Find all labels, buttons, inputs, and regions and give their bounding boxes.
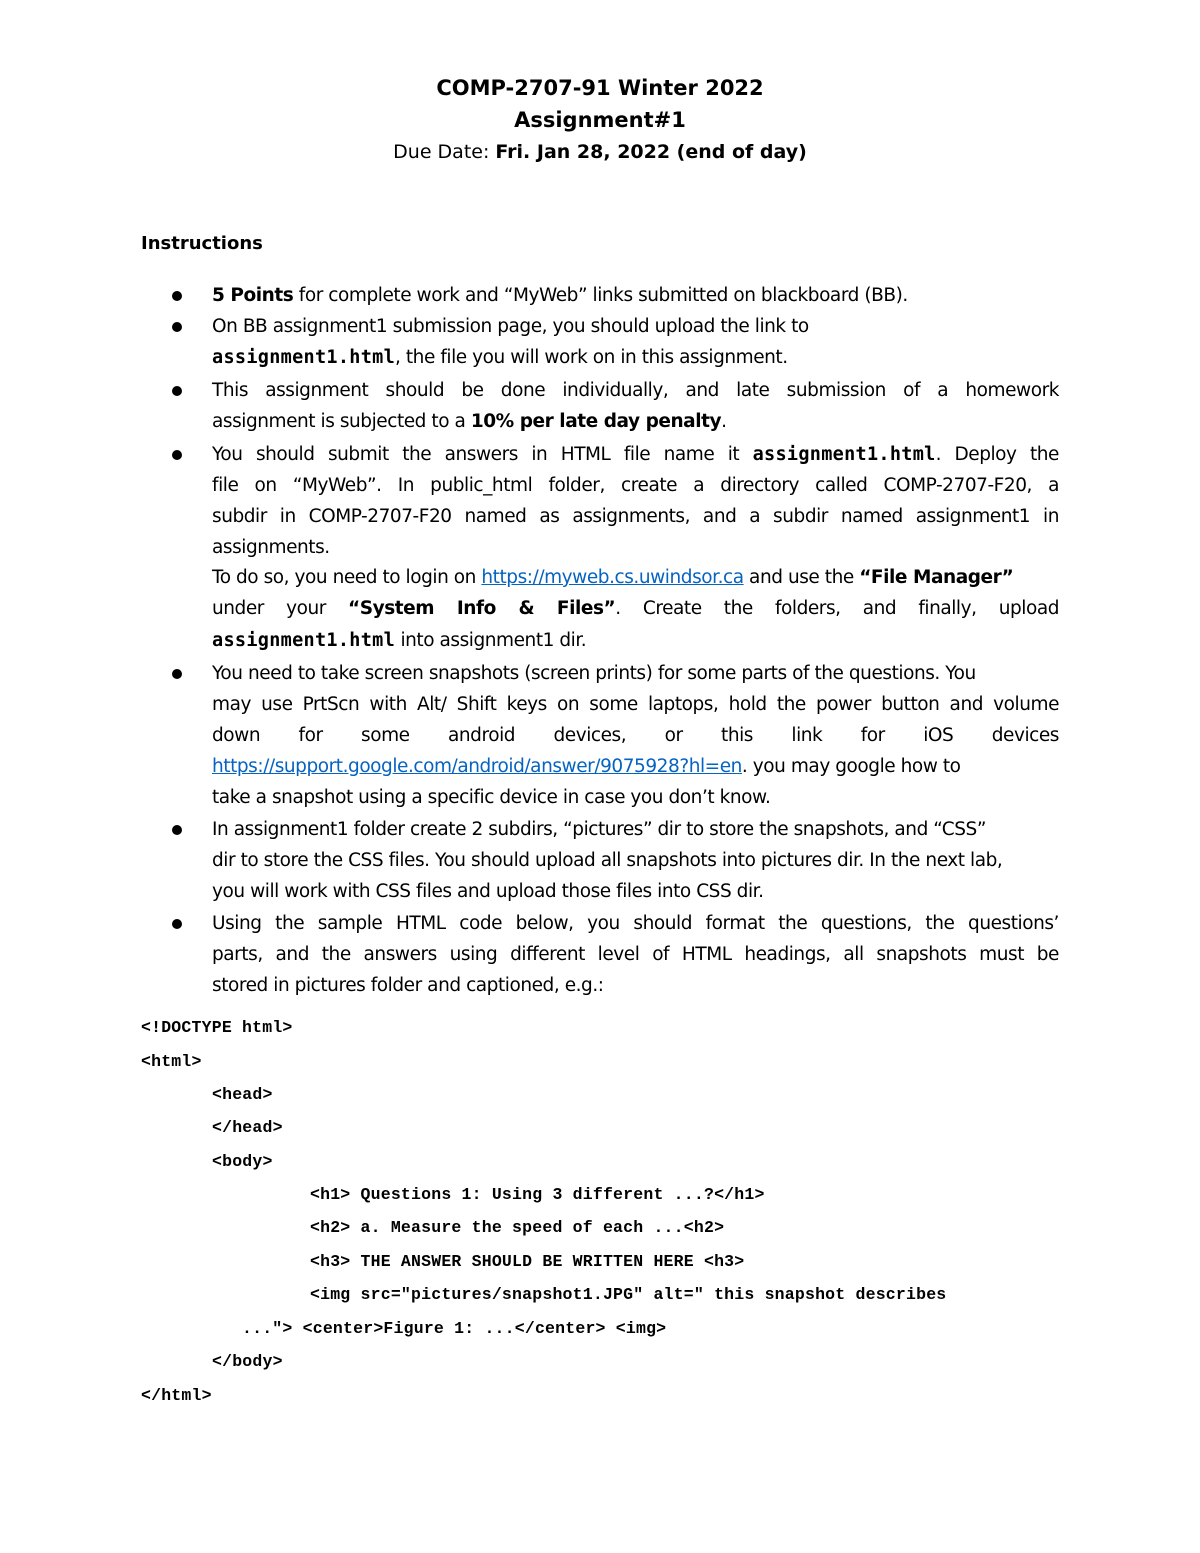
filename-code: assignment1.html: [212, 630, 396, 651]
bullet-7-line-3: stored in pictures folder and captioned, e.g.:: [212, 975, 604, 996]
course-title: COMP-2707-91 Winter 2022: [436, 76, 764, 100]
bullet-marker: [172, 825, 182, 835]
bullet-1-text: for complete work and “MyWeb” links submitted on blackboard (BB).: [293, 285, 908, 306]
bullet-4-text: into assignment1 dir.: [395, 630, 587, 651]
bullet-4-line-3: subdir in COMP-2707-F20 named as assignments, and a subdir named assignment1 in: [212, 506, 1059, 527]
bullet-marker: [172, 919, 182, 929]
bullet-5-line-4: [212, 755, 961, 779]
file-manager-label: “File Manager”: [859, 567, 1014, 588]
filename-code: assignment1.html: [752, 444, 936, 465]
bullet-4-line-1: [212, 443, 1059, 467]
bullet-marker: [172, 669, 182, 679]
penalty-text: 10% per late day penalty: [470, 411, 722, 432]
code-line-5: <body>: [212, 1152, 273, 1171]
system-info-label: “System Info & Files”: [348, 598, 616, 619]
code-line-7: <h2> a. Measure the speed of each ...<h2>: [310, 1218, 725, 1237]
code-line-2: <html>: [141, 1052, 202, 1071]
bullet-marker: [172, 450, 182, 460]
bullet-6-line-1: In assignment1 folder create 2 subdirs, “pictures” dir to store the snapshots, and “CSS”: [212, 819, 986, 840]
code-line-3: <head>: [212, 1085, 273, 1104]
bullet-4-text: . Deploy the: [935, 444, 1059, 465]
bullet-3-period: .: [721, 411, 727, 432]
points-label: 5 Points: [212, 285, 294, 306]
code-line-4: </head>: [212, 1118, 283, 1137]
code-line-12: </html>: [141, 1386, 212, 1405]
code-line-1: <!DOCTYPE html>: [141, 1018, 293, 1037]
bullet-5-line-5: take a snapshot using a specific device in case you don’t know.: [212, 787, 771, 808]
bullet-6-line-2: dir to store the CSS files. You should upload all snapshots into pictures dir. In the next lab,: [212, 850, 1003, 871]
bullet-4-text: under your: [212, 598, 349, 619]
bullet-7-line-2: parts, and the answers using different level of HTML headings, all snapshots must be: [212, 944, 1059, 965]
bullet-4-text: and use the: [743, 567, 860, 588]
bullet-4-line-7: [212, 629, 586, 653]
bullet-2-line-2: [212, 346, 788, 370]
due-date-label: Due Date:: [393, 141, 496, 163]
bullet-4-line-5: [212, 566, 1013, 590]
code-line-9: <img src="pictures/snapshot1.JPG" alt=" this snapshot describes: [310, 1285, 947, 1304]
bullet-5-line-1: You need to take screen snapshots (screen prints) for some parts of the questions. You: [212, 663, 976, 684]
code-line-6: <h1> Questions 1: Using 3 different ...?</h1>: [310, 1185, 765, 1204]
bullet-6-line-3: you will work with CSS files and upload those files into CSS dir.: [212, 881, 764, 902]
bullet-4-line-6: [212, 597, 1059, 621]
bullet-2-text: , the file you will work on in this assignment.: [395, 347, 788, 368]
bullet-4-text: . Create the folders, and finally, upload: [615, 598, 1060, 619]
myweb-link[interactable]: https://myweb.cs.uwindsor.ca: [481, 567, 744, 588]
bullet-1: [212, 284, 908, 308]
bullet-3-line-2: [212, 410, 727, 434]
bullet-5-line-3: down for some android devices, or this link for iOS devices: [212, 725, 1059, 746]
due-date-value: Fri. Jan 28, 2022 (end of day): [495, 141, 807, 163]
bullet-5-text: . you may google how to: [741, 756, 961, 777]
assignment-title: Assignment#1: [514, 108, 686, 132]
bullet-4-text: You should submit the answers in HTML file name it: [212, 444, 753, 465]
google-support-link[interactable]: https://support.google.com/android/answer/9075928?hl=en: [212, 756, 742, 777]
filename-code: assignment1.html: [212, 347, 396, 368]
bullet-3-text: assignment is subjected to a: [212, 411, 471, 432]
bullet-3-line-1: This assignment should be done individually, and late submission of a homework: [212, 380, 1059, 401]
bullet-2-line-1: On BB assignment1 submission page, you should upload the link to: [212, 316, 809, 337]
bullet-4-text: To do so, you need to login on: [212, 567, 482, 588]
bullet-4-line-2: file on “MyWeb”. In public_html folder, create a directory called COMP-2707-F20, a: [212, 475, 1059, 496]
code-line-11: </body>: [212, 1352, 283, 1371]
code-line-8: <h3> THE ANSWER SHOULD BE WRITTEN HERE <h3>: [310, 1252, 745, 1271]
bullet-5-line-2: may use PrtScn with Alt/ Shift keys on some laptops, hold the power button and volume: [212, 694, 1059, 715]
bullet-7-line-1: Using the sample HTML code below, you should format the questions, the questions’: [212, 913, 1059, 934]
bullet-marker: [172, 291, 182, 301]
bullet-marker: [172, 386, 182, 396]
instructions-heading: Instructions: [141, 233, 263, 254]
code-line-10: ..."> <center>Figure 1: ...</center> <img>: [242, 1319, 667, 1338]
bullet-marker: [172, 322, 182, 332]
due-date: [0, 141, 1200, 163]
bullet-4-line-4: assignments.: [212, 537, 330, 558]
